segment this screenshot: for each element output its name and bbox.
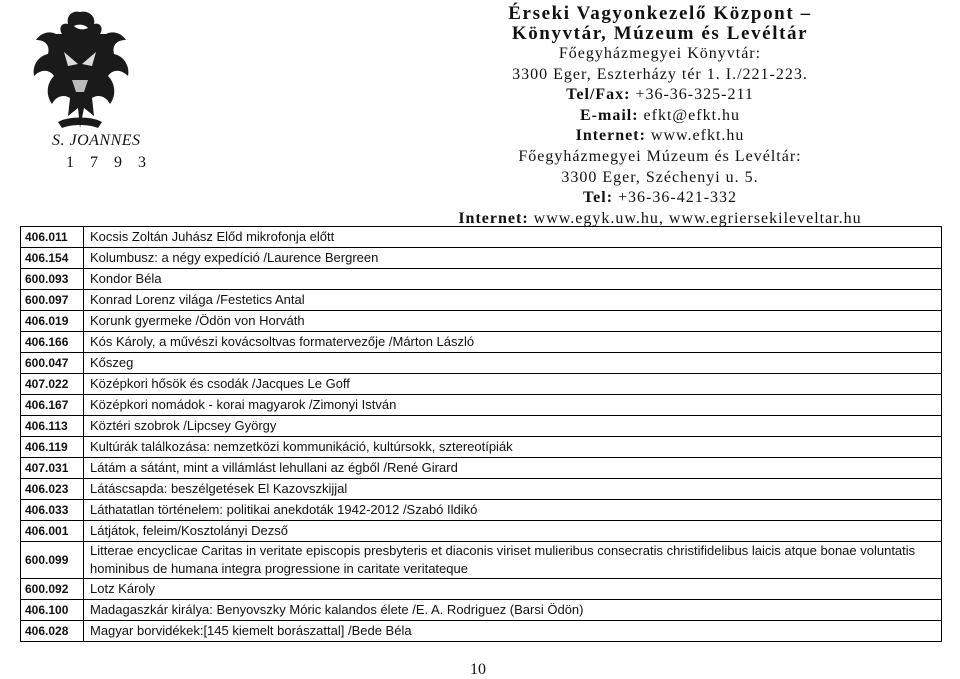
catalog-title: Láthatatlan történelem: politikai anekdoták 1942-2012 /Szabó Ildikó xyxy=(84,500,942,521)
table-row xyxy=(21,521,942,542)
tel-value: +36-36-421-332 xyxy=(618,189,738,207)
table-row xyxy=(21,600,942,621)
table-row xyxy=(21,458,942,479)
catalog-code: 406.023 xyxy=(21,479,84,500)
catalog-code: 406.167 xyxy=(21,395,84,416)
table-row xyxy=(21,621,942,642)
catalog-title: Korunk gyermeke /Ödön von Horváth xyxy=(84,311,942,332)
catalog-title: Lotz Károly xyxy=(84,579,942,600)
catalog-code: 600.097 xyxy=(21,290,84,311)
catalog-table-body xyxy=(21,227,942,642)
table-row xyxy=(21,248,942,269)
header-line-9: 3300 Eger, Széchenyi u. 5. xyxy=(561,168,759,186)
telfax-label: Tel/Fax: xyxy=(566,86,631,104)
email-value: efkt@efkt.hu xyxy=(643,106,741,124)
table-row xyxy=(21,437,942,458)
catalog-code: 406.019 xyxy=(21,311,84,332)
institution-logo xyxy=(22,4,152,172)
header-line-4: 3300 Eger, Eszterházy tér 1. I./221-223. xyxy=(512,65,808,83)
catalog-title: Köztéri szobrok /Lipcsey György xyxy=(84,416,942,437)
header-tel xyxy=(380,188,940,209)
table-row xyxy=(21,542,942,579)
catalog-title: Kolumbusz: a négy expedíció /Laurence Bergreen xyxy=(84,248,942,269)
header-telfax xyxy=(380,85,940,106)
table-row xyxy=(21,290,942,311)
catalog-code: 406.011 xyxy=(21,227,84,248)
catalog-code: 406.033 xyxy=(21,500,84,521)
header-line-3: Főegyházmegyei Könyvtár: xyxy=(558,45,762,62)
catalog-code: 600.092 xyxy=(21,579,84,600)
table-row xyxy=(21,395,942,416)
table-row xyxy=(21,374,942,395)
internet-label-1: Internet: xyxy=(575,127,646,145)
eagle-emblem-icon xyxy=(28,4,132,136)
catalog-code: 406.028 xyxy=(21,621,84,642)
table-row xyxy=(21,353,942,374)
catalog-code: 406.001 xyxy=(21,521,84,542)
header-line-8: Főegyházmegyei Múzeum és Levéltár: xyxy=(518,147,802,165)
header-internet-1 xyxy=(380,126,940,147)
catalog-title: Kocsis Zoltán Juhász Előd mikrofonja előtt xyxy=(84,227,942,248)
catalog-title: Magyar borvidékek:[145 kiemelt borászattal] /Bede Béla xyxy=(84,621,942,642)
catalog-title: Kultúrák találkozása: nemzetközi kommunikáció, kultúrsokk, sztereotípiák xyxy=(84,437,942,458)
catalog-code: 406.154 xyxy=(21,248,84,269)
catalog-code: 406.113 xyxy=(21,416,84,437)
institution-header xyxy=(380,4,940,229)
table-row xyxy=(21,311,942,332)
header-line-1: Érseki Vagyonkezelő Központ – xyxy=(508,3,812,24)
internet-label-2: Internet: xyxy=(458,209,529,227)
table-row xyxy=(21,416,942,437)
internet-value-2: www.egyk.uw.hu, www.egriersekileveltar.hu xyxy=(533,209,862,227)
table-row xyxy=(21,479,942,500)
table-row xyxy=(21,332,942,353)
catalog-code: 406.166 xyxy=(21,332,84,353)
catalog-title: Kőszeg xyxy=(84,353,942,374)
table-row xyxy=(21,269,942,290)
tel-label: Tel: xyxy=(582,189,614,207)
catalog-title: Konrad Lorenz világa /Festetics Antal xyxy=(84,290,942,311)
table-row xyxy=(21,227,942,248)
catalog-code: 600.093 xyxy=(21,269,84,290)
header-line-2: Könyvtár, Múzeum és Levéltár xyxy=(511,23,809,44)
catalog-title: Látám a sátánt, mint a villámlást lehullani az égből /René Girard xyxy=(84,458,942,479)
catalog-title: Litterae encyclicae Caritas in veritate episcopis presbyteris et diaconis viriset mulieribus consecratis christifidelibus laicis atque bonae voluntatis hominibus de humana integra progressione in caritate veritateque xyxy=(84,542,942,579)
logo-motto: S. JOANNES xyxy=(52,132,141,149)
catalog-code: 600.047 xyxy=(21,353,84,374)
catalog-table xyxy=(20,226,942,642)
catalog-code: 406.119 xyxy=(21,437,84,458)
catalog-table-wrapper xyxy=(20,226,942,642)
internet-value-1: www.efkt.hu xyxy=(650,127,745,145)
email-label: E-mail: xyxy=(579,106,639,124)
catalog-title: Látáscsapda: beszélgetések El Kazovszkijjal xyxy=(84,479,942,500)
header-email xyxy=(380,106,940,127)
catalog-title: Kós Károly, a művészi kovácsoltvas formatervezője /Márton László xyxy=(84,332,942,353)
catalog-title: Madagaszkár királya: Benyovszky Móric kalandos élete /E. A. Rodriguez (Barsi Ödön) xyxy=(84,600,942,621)
catalog-title: Kondor Béla xyxy=(84,269,942,290)
logo-year: 1 7 9 3 xyxy=(66,154,152,171)
catalog-title: Látjátok, feleim/Kosztolányi Dezső xyxy=(84,521,942,542)
telfax-value: +36-36-325-211 xyxy=(635,86,754,104)
catalog-title: Középkori hősök és csodák /Jacques Le Goff xyxy=(84,374,942,395)
catalog-code: 407.031 xyxy=(21,458,84,479)
page-number: 10 xyxy=(470,661,486,678)
catalog-code: 406.100 xyxy=(21,600,84,621)
table-row xyxy=(21,579,942,600)
catalog-title: Középkori nomádok - korai magyarok /Zimonyi István xyxy=(84,395,942,416)
catalog-code: 407.022 xyxy=(21,374,84,395)
table-row xyxy=(21,500,942,521)
catalog-code: 600.099 xyxy=(21,542,84,579)
